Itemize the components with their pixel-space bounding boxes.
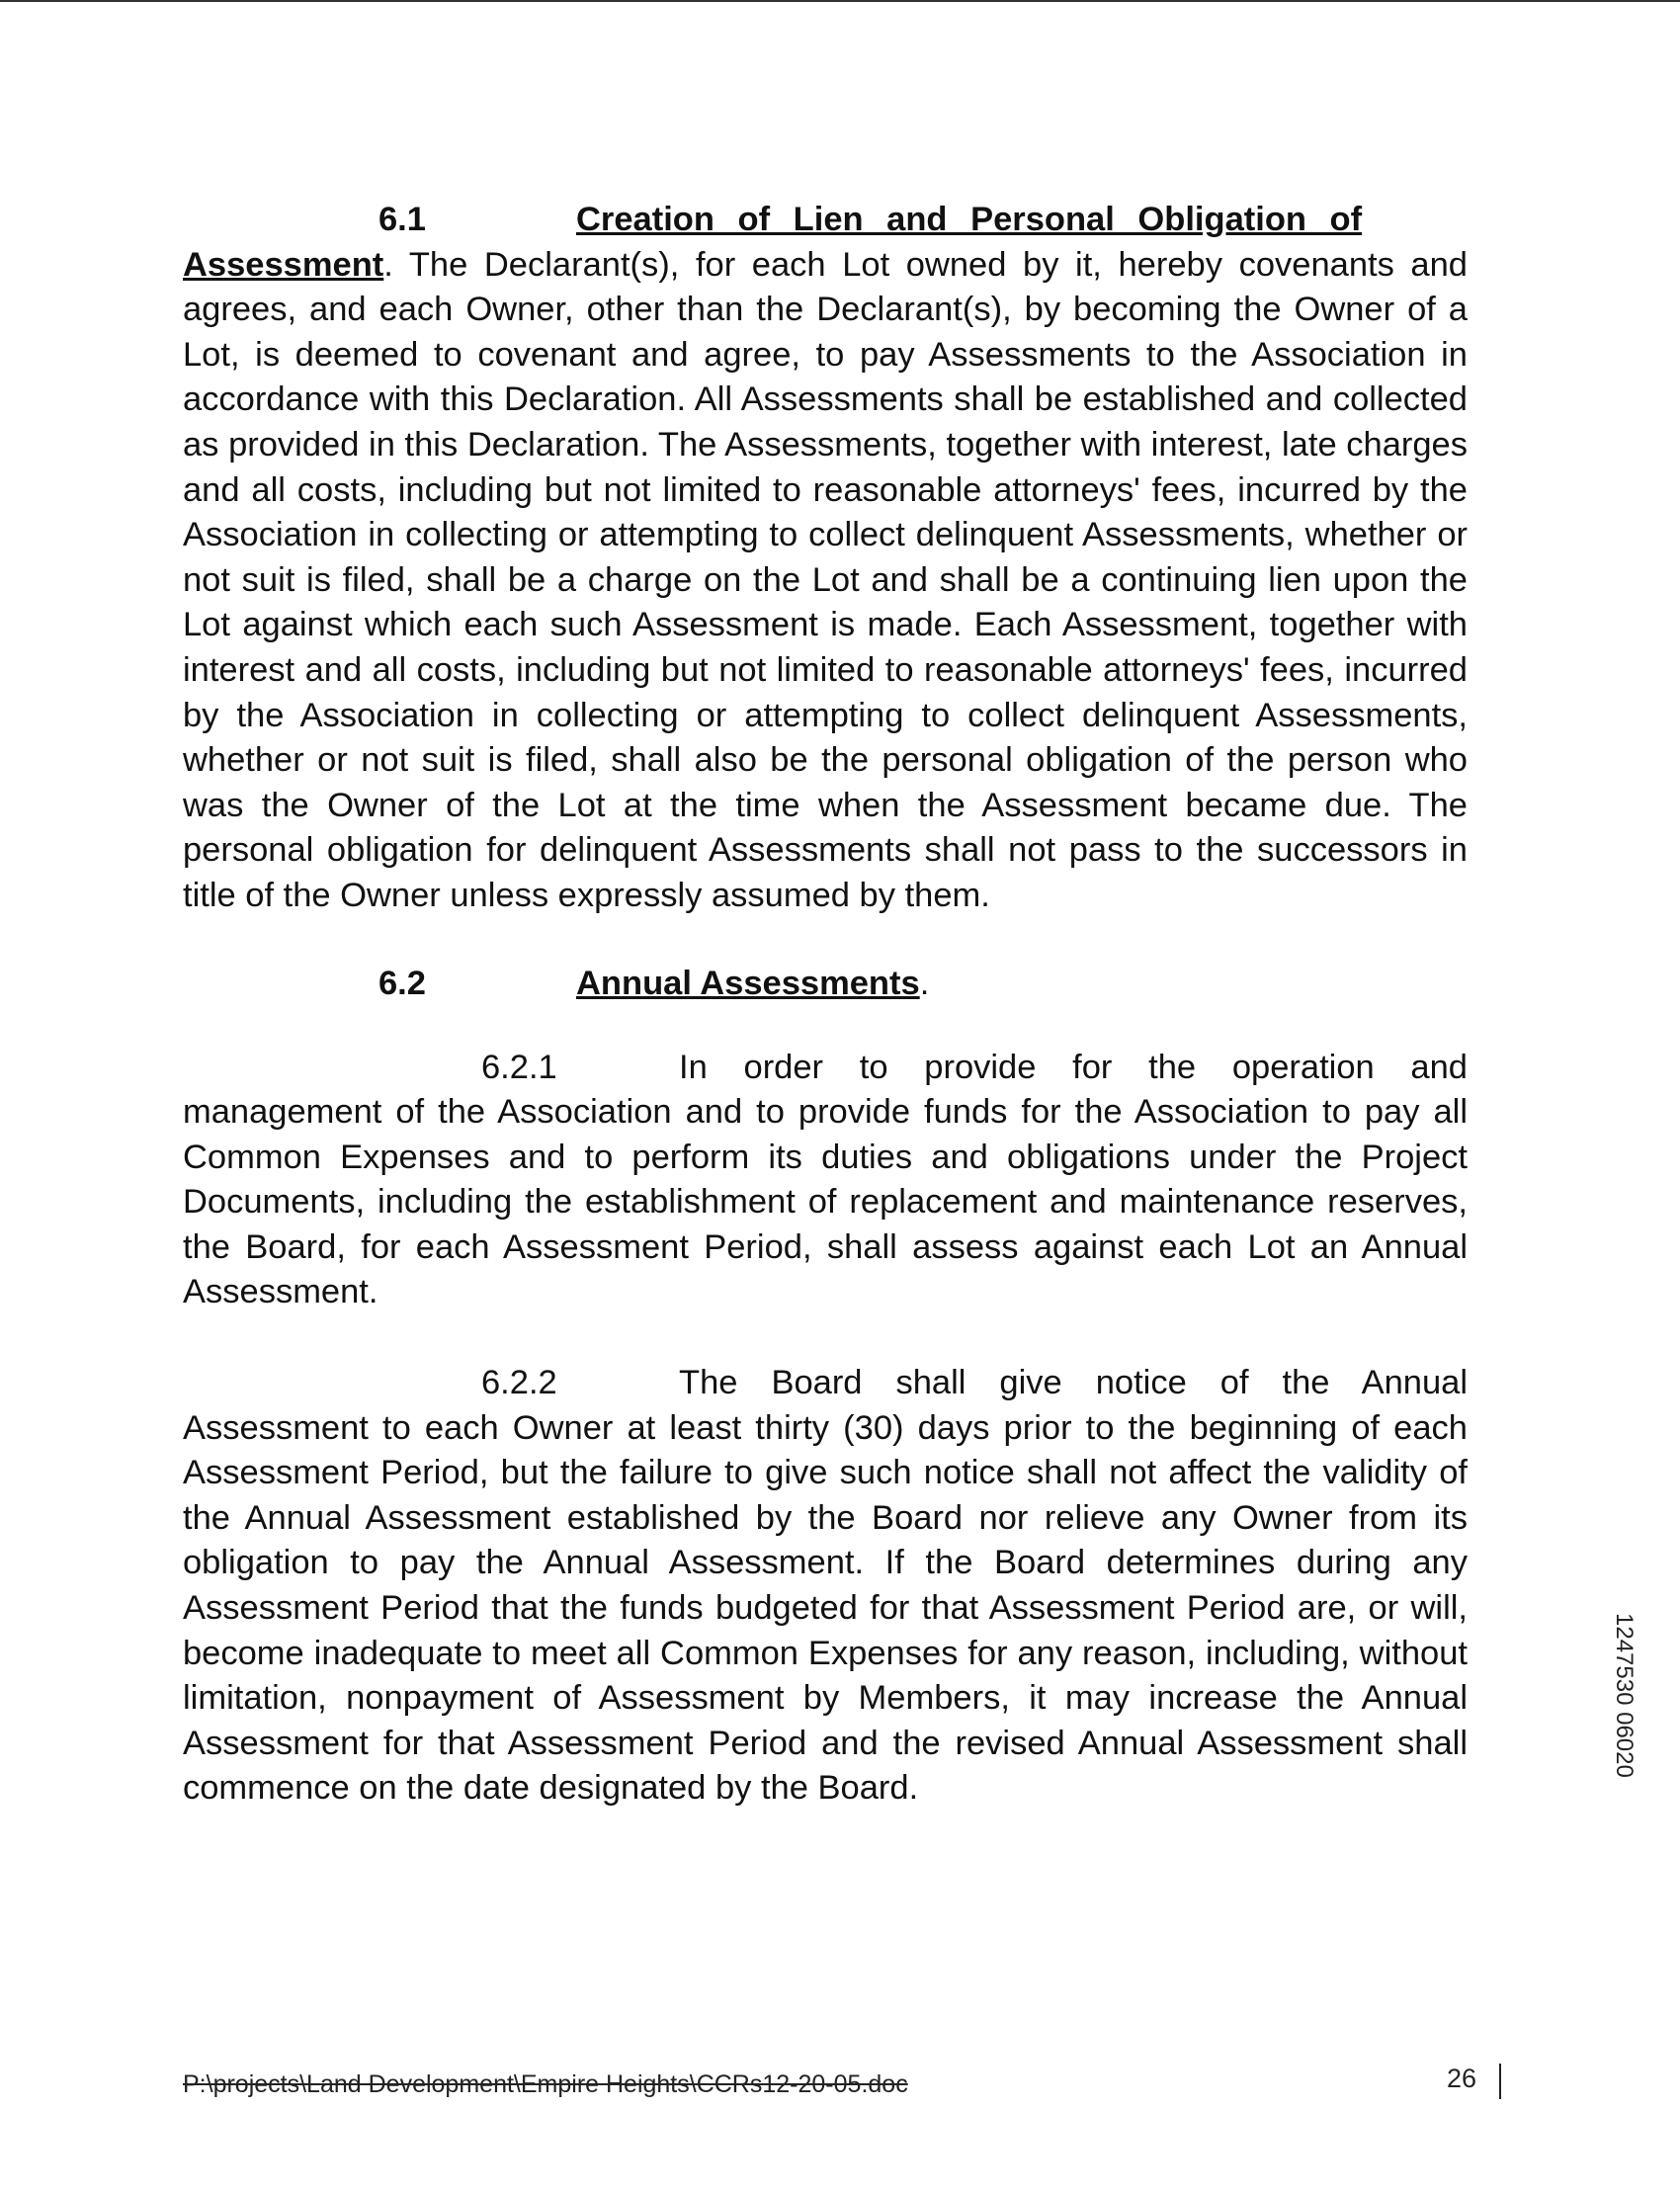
section-6-2-1-body: In order to provide for the operation and management of the Association and to provide funds for the Association to pay all Common Expenses and to perform its duties and obligations under the Project Documents, including the establishment of replacement and maintenance reserves, the Board, for each Assessment Period, shall assess against each Lot an Annual Assessment. [183,1048,1468,1311]
section-6-1-body: . The Declarant(s), for each Lot owned by it, hereby covenants and agrees, and each Owner, other than the Declarant(s), by becoming the Owner of a Lot, is deemed to covenant and agree, to pay Assessments to the Association in accordance with this Declaration. All Assessments shall be established and collected as provided in this Declaration. The Assessments, together with interest, late charges and all costs, including but not limited to reasonable attorneys' fees, incurred by the Association in collecting or attempting to collect delinquent Assessments, whether or not suit is filed, shall be a charge on the Lot and shall be a continuing lien upon the Lot against which each such Assessment is made. Each Assessment, together with interest and all costs, including but not limited to reasonable attorneys' fees, incurred by the Association in collecting or attempting to collect delinquent Assessments, whether or not suit is filed, shall also be the personal obligation of the person who was the Owner of the Lot at the time when the Assessment became due. The personal obligation for delinquent Assessments shall not pass to the successors in title of the Owner unless expressly assumed by them. [183,245,1468,914]
section-6-1 [183,198,1468,919]
section-6-1-number: 6.1 [378,201,426,238]
section-6-2-2 [183,1361,1468,1812]
section-6-2-1-number: 6.2.1 [481,1048,557,1086]
page-number-bar [1499,2064,1501,2099]
spacer [183,1006,1468,1046]
section-6-2-number: 6.2 [378,964,426,1002]
top-border-line [0,0,1680,2]
page-number: 26 [1447,2064,1477,2093]
section-6-2-2-number: 6.2.2 [481,1364,557,1402]
spacer [183,1315,1468,1361]
footer-file-path: P:\projects\Land Development\Empire Heights\CCRs12-20-05.doc [183,2070,908,2098]
document-body [183,198,1468,1812]
spacer [183,919,1468,961]
section-6-2-2-body: The Board shall give notice of the Annual Assessment to each Owner at least thirty (30) days prior to the beginning of each Assessment Period, but the failure to give such notice shall not affect the validity of the Annual Assessment established by the Board nor relieve any Owner from its obligation to pay the Annual Assessment. If the Board determines during any Assessment Period that the funds budgeted for that Assessment Period are, or will, become inadequate to meet all Common Expenses for any reason, including, without limitation, nonpayment of Assessment by Members, it may increase the Annual Assessment for that Assessment Period and the revised Annual Assessment shall commence on the date designated by the Board. [183,1364,1468,1808]
recording-stamp [1603,1611,1642,1868]
section-6-2-1 [183,1046,1468,1316]
recording-stamp-text: 1247530 06020 [1611,1613,1638,1778]
section-6-2 [183,961,1468,1006]
section-6-2-title: Annual Assessments [576,964,920,1002]
section-6-2-title-suffix: . [919,964,930,1002]
section-6-1-title: Creation of Lien and Personal Obligation of [576,201,1363,238]
section-6-1-title-continued: Assessment [183,245,384,284]
